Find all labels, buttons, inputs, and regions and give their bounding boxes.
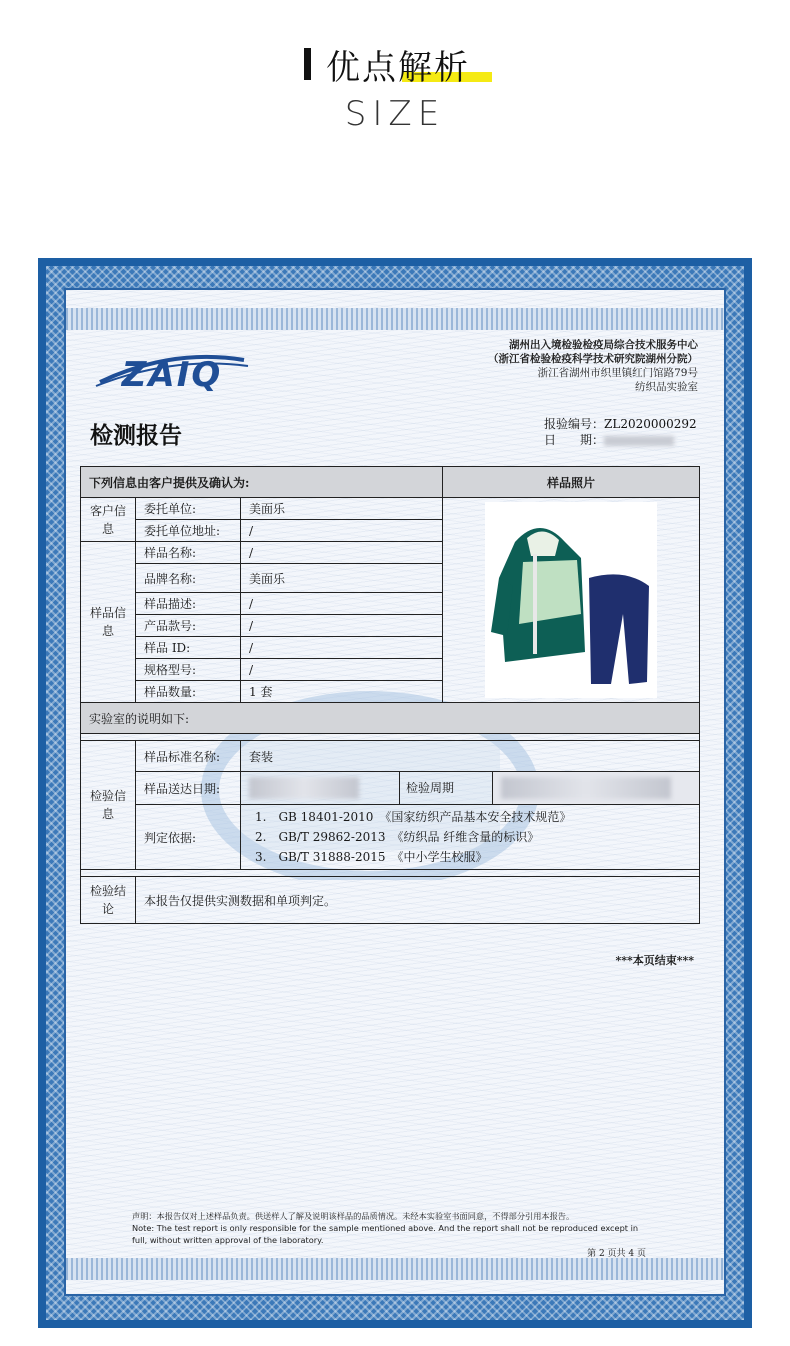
security-band-top [66,308,724,330]
sample-group-label: 样品信息 [81,542,136,703]
report-no-label: 报验编号： [544,417,605,431]
section-subtitle: SIZE [344,94,446,134]
disclaimer [132,1210,652,1246]
basis-item: 2. GB/T 29862-2013 《纺织品 纤维含量的标识》 [255,830,540,844]
period-label: 检验周期 [399,772,492,804]
row-label: 规格型号: [136,659,241,681]
row-value: / [241,542,443,564]
page-number: 第 2 页共 4 页 [587,1249,646,1259]
row-label: 样品 ID: [136,637,241,659]
redacted-period [501,777,671,799]
report-no: ZL2020000292 [604,417,697,431]
sample-photo [485,502,657,698]
report-number-block [544,416,697,448]
row-label: 品牌名称: [136,564,241,593]
row-value: / [241,637,443,659]
section-title: 优点解析 [326,48,470,88]
basis-label: 判定依据: [136,805,241,870]
row-value: 美面乐 [241,498,443,520]
row-value: / [241,593,443,615]
section-header [0,0,790,230]
lab-section-heading: 实验室的说明如下: [81,703,700,734]
client-group-label: 客户信息 [81,498,136,542]
org-line: 湖州出入境检验检疫局综合技术服务中心 [509,339,698,351]
row-value: / [241,659,443,681]
disclaimer-en: Note: The test report is only responsible for the sample mentioned above. And the report shall not be reproduced except in full, without written approval of the laboratory. [132,1223,639,1245]
row-value: 1 套 [241,681,443,703]
standard-name-label: 样品标准名称: [136,741,241,772]
report-title: 检测报告 [90,423,182,449]
org-line: 纺织品实验室 [635,381,698,393]
conclusion-group-label: 检验结论 [81,877,136,924]
header-accent-bar [304,48,311,80]
basis-item: 3. GB/T 31888-2015 《中小学生校服》 [255,850,488,864]
row-label: 委托单位地址: [136,520,241,542]
row-value: / [241,615,443,637]
row-value: / [241,520,443,542]
org-line: （浙江省检验检疫科学技术研究院湖州分院） [488,353,698,365]
send-date-label: 样品送达日期: [136,772,241,805]
client-section-heading: 下列信息由客户提供及确认为: [81,467,443,498]
redacted-send-date [249,777,359,799]
date-label: 日 期： [544,433,605,447]
organization-block [488,338,698,394]
row-label: 产品款号: [136,615,241,637]
org-line: 浙江省湖州市织里镇红门馆路79号 [537,367,698,379]
row-value: 美面乐 [241,564,443,593]
sample-photo-cell [443,498,700,703]
basis-list [241,805,700,870]
row-label: 样品描述: [136,593,241,615]
inspect-group-label: 检验信息 [81,741,136,870]
redacted-date [604,436,674,446]
standard-name: 套装 [241,741,700,772]
report-table [80,466,700,924]
send-date-row [241,772,700,805]
disclaimer-cn: 声明：本报告仅对上述样品负责。供送样人了解及说明该样品的品质情况。未经本实验室书面同意，不得部分引用本报告。 [132,1211,575,1221]
basis-item: 1. GB 18401-2010 《国家纺织产品基本安全技术规范》 [255,810,572,824]
logo-text: ZAIQ [121,355,223,392]
security-band-bottom [66,1258,724,1280]
photo-heading: 样品照片 [443,467,700,498]
zaiq-logo [92,346,252,392]
conclusion-text: 本报告仅提供实测数据和单项判定。 [136,877,700,924]
row-label: 委托单位: [136,498,241,520]
row-label: 样品数量: [136,681,241,703]
end-of-page-mark: ***本页结束*** [615,954,694,967]
row-label: 样品名称: [136,542,241,564]
